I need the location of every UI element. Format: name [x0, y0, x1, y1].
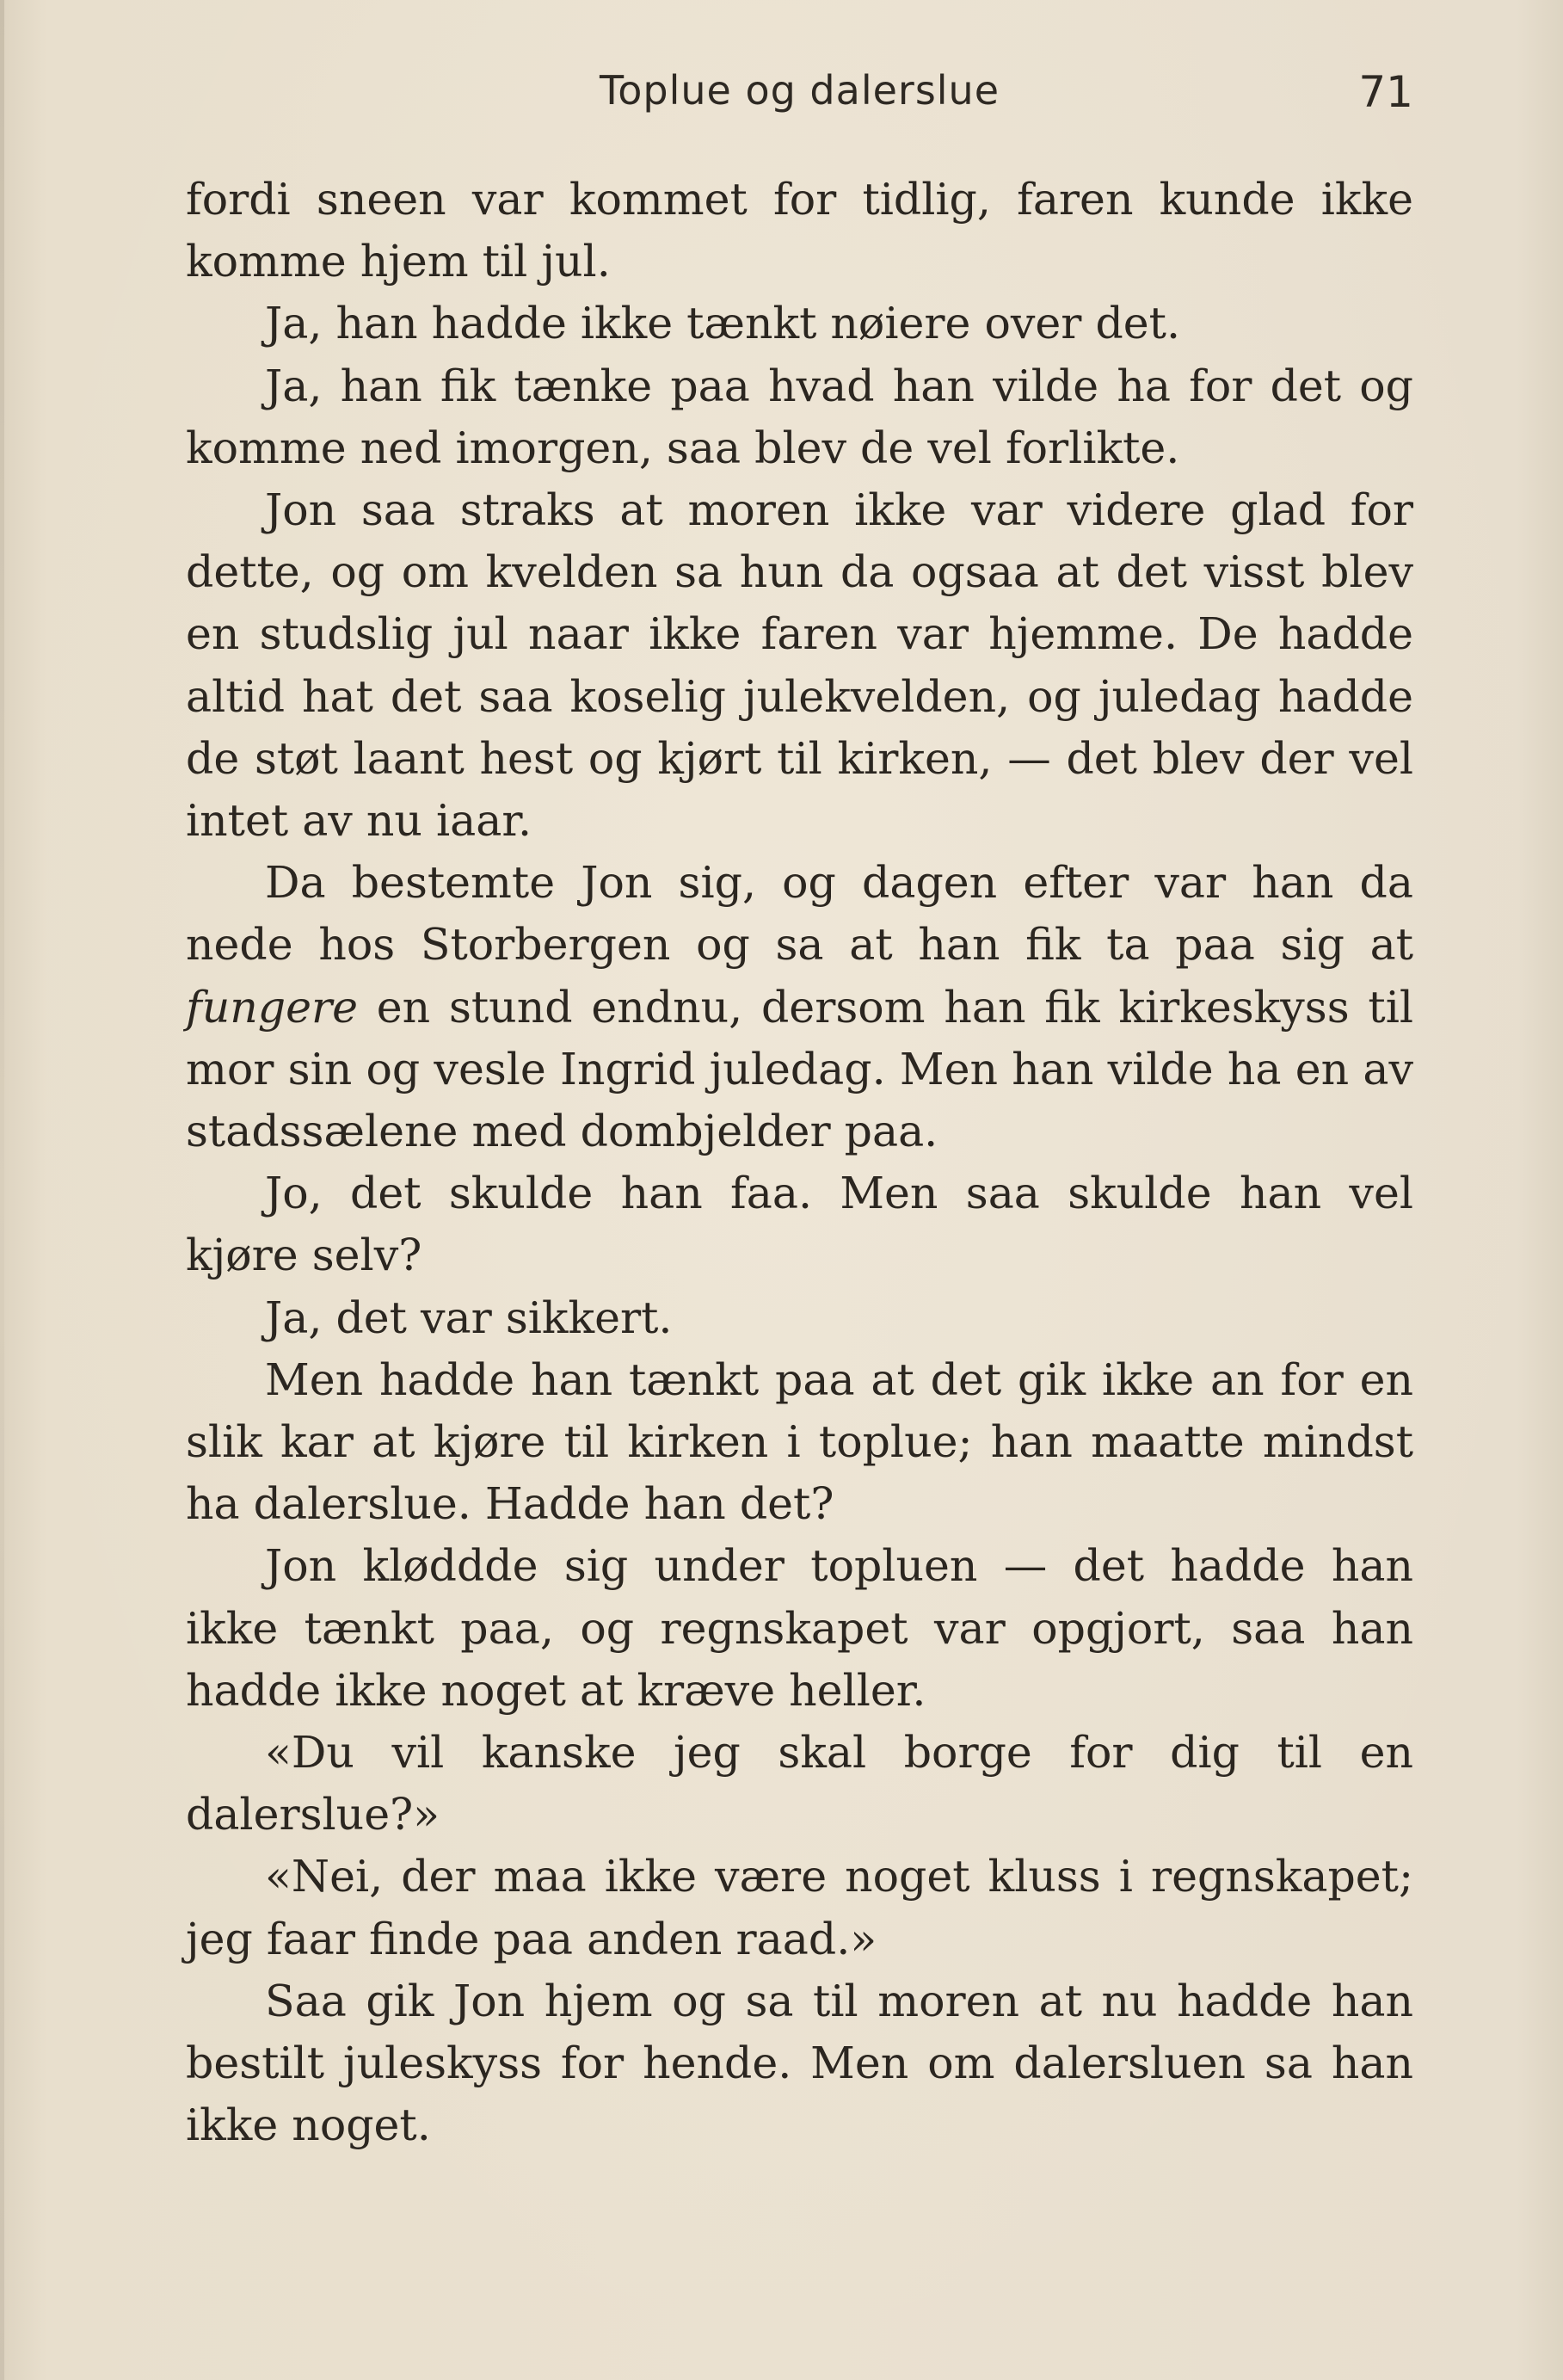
running-title: Toplue og dalerslue [599, 67, 1000, 114]
italic-word: fungere [186, 981, 358, 1033]
body-text [186, 169, 1413, 2157]
page-header [186, 67, 1413, 129]
paragraph-2: Ja, han hadde ikke tænkt nøiere over det. [265, 298, 1181, 349]
paragraph-5 [186, 852, 1413, 1162]
paragraph-10: «Du vil kanske jeg skal borge for dig til en dalerslue?» [186, 1727, 1413, 1840]
paragraph-6: Jo, det skulde han faa. Men saa skulde han vel kjøre selv? [186, 1168, 1413, 1281]
paragraph-11: «Nei, der maa ikke være noget kluss i regnskapet; jeg faar finde paa anden raad.» [186, 1851, 1413, 1964]
paragraph-8: Men hadde han tænkt paa at det gik ikke an for en slik kar at kjøre til kirken i toplue; han maatte mindst ha dalerslue. Hadde han det? [186, 1353, 1413, 1530]
paragraph-1: fordi sneen var kommet for tidlig, faren kunde ikke komme hjem til jul. [186, 174, 1413, 287]
paragraph-9: Jon kløddde sig under topluen — det hadde han ikke tænkt paa, og regnskapet var opgjort, saa han hadde ikke noget at kræve heller. [186, 1540, 1413, 1716]
paragraph-5-end: en stund endnu, dersom han fik kirkeskyss til mor sin og vesle Ingrid juledag. Men han vilde ha en av stadssælene med dombjelder paa. [186, 981, 1413, 1157]
paragraph-7: Ja, det var sikkert. [265, 1292, 673, 1343]
paragraph-4: Jon saa straks at moren ikke var videre glad for dette, og om kvelden sa hun da ogsaa at det visst blev en studslig jul naar ikke faren var hjemme. De hadde altid hat det saa koselig julekvelden, og juledag hadde de støt laant hest og kjørt til kirken, — det blev der vel intet av nu iaar. [186, 484, 1413, 847]
paragraph-3: Ja, han fik tænke paa hvad han vilde ha for det og komme ned imorgen, saa blev de vel forlikte. [186, 360, 1413, 473]
page-edge [0, 0, 4, 2380]
page-number: 71 [1358, 67, 1413, 117]
paragraph-5-start: Da bestemte Jon sig, og dagen efter var han da nede hos Storbergen og sa at han fik ta paa sig at [186, 857, 1413, 971]
paragraph-12: Saa gik Jon hjem og sa til moren at nu hadde han bestilt juleskyss for hende. Men om dalersluen sa han ikke noget. [186, 1975, 1413, 2151]
